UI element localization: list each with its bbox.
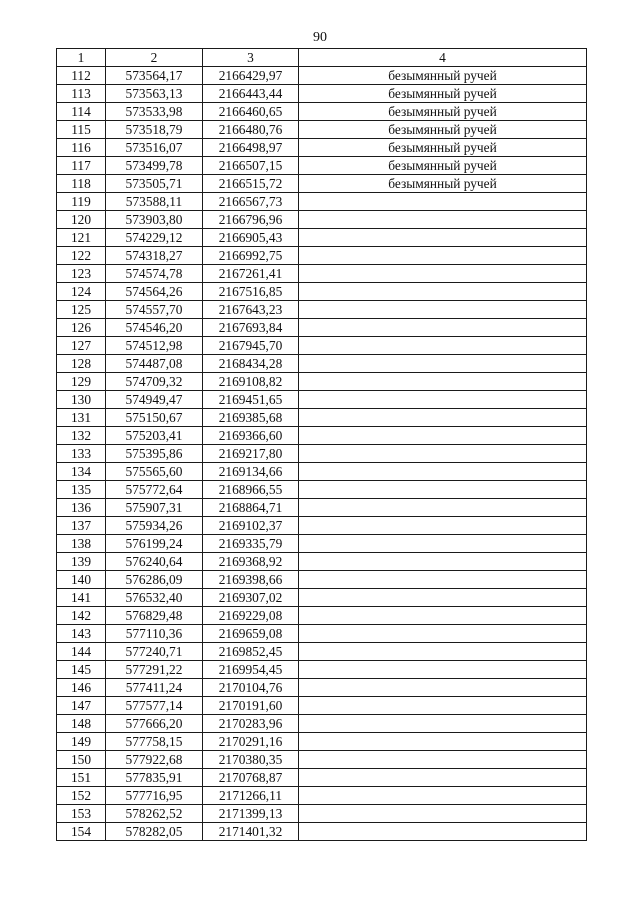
point-number-cell: 124: [57, 283, 106, 301]
header-row: [57, 49, 587, 67]
y-coordinate-cell: 2170380,35: [203, 751, 299, 769]
x-coordinate-cell: 575395,86: [106, 445, 203, 463]
description-cell: [299, 733, 587, 751]
x-coordinate-cell: 574487,08: [106, 355, 203, 373]
description-cell: [299, 661, 587, 679]
point-number-cell: 140: [57, 571, 106, 589]
x-coordinate-cell: 574949,47: [106, 391, 203, 409]
description-cell: [299, 337, 587, 355]
y-coordinate-cell: 2167693,84: [203, 319, 299, 337]
description-cell: безымянный ручей: [299, 157, 587, 175]
description-cell: [299, 193, 587, 211]
y-coordinate-cell: 2170191,60: [203, 697, 299, 715]
table-row: [57, 103, 587, 121]
x-coordinate-cell: 578262,52: [106, 805, 203, 823]
x-coordinate-cell: 577411,24: [106, 679, 203, 697]
y-coordinate-cell: 2166515,72: [203, 175, 299, 193]
point-number-cell: 133: [57, 445, 106, 463]
y-coordinate-cell: 2166443,44: [203, 85, 299, 103]
description-cell: безымянный ручей: [299, 121, 587, 139]
x-coordinate-cell: 577291,22: [106, 661, 203, 679]
description-cell: [299, 769, 587, 787]
point-number-cell: 117: [57, 157, 106, 175]
table-row: [57, 85, 587, 103]
x-coordinate-cell: 574512,98: [106, 337, 203, 355]
description-cell: безымянный ручей: [299, 139, 587, 157]
x-coordinate-cell: 573533,98: [106, 103, 203, 121]
description-cell: [299, 319, 587, 337]
description-cell: [299, 643, 587, 661]
point-number-cell: 153: [57, 805, 106, 823]
table-row: [57, 643, 587, 661]
point-number-cell: 116: [57, 139, 106, 157]
point-number-cell: 122: [57, 247, 106, 265]
y-coordinate-cell: 2170291,16: [203, 733, 299, 751]
point-number-cell: 121: [57, 229, 106, 247]
y-coordinate-cell: 2169451,65: [203, 391, 299, 409]
table-row: [57, 301, 587, 319]
table-row: [57, 661, 587, 679]
description-cell: [299, 517, 587, 535]
description-cell: [299, 355, 587, 373]
table-row: [57, 121, 587, 139]
description-cell: [299, 265, 587, 283]
point-number-cell: 146: [57, 679, 106, 697]
point-number-cell: 128: [57, 355, 106, 373]
table-row: [57, 229, 587, 247]
table-row: [57, 751, 587, 769]
header-col-4: 4: [299, 49, 587, 67]
table-row: [57, 769, 587, 787]
table-row: [57, 373, 587, 391]
description-cell: [299, 445, 587, 463]
table-row: [57, 157, 587, 175]
table-header: [57, 49, 587, 67]
table-row: [57, 481, 587, 499]
y-coordinate-cell: 2170283,96: [203, 715, 299, 733]
x-coordinate-cell: 573516,07: [106, 139, 203, 157]
y-coordinate-cell: 2167261,41: [203, 265, 299, 283]
x-coordinate-cell: 574709,32: [106, 373, 203, 391]
description-cell: [299, 607, 587, 625]
x-coordinate-cell: 574229,12: [106, 229, 203, 247]
x-coordinate-cell: 573563,13: [106, 85, 203, 103]
point-number-cell: 119: [57, 193, 106, 211]
y-coordinate-cell: 2167516,85: [203, 283, 299, 301]
description-cell: [299, 679, 587, 697]
y-coordinate-cell: 2166796,96: [203, 211, 299, 229]
table-row: [57, 499, 587, 517]
point-number-cell: 134: [57, 463, 106, 481]
y-coordinate-cell: 2169385,68: [203, 409, 299, 427]
table-row: [57, 391, 587, 409]
y-coordinate-cell: 2169108,82: [203, 373, 299, 391]
table-row: [57, 337, 587, 355]
x-coordinate-cell: 577922,68: [106, 751, 203, 769]
x-coordinate-cell: 575907,31: [106, 499, 203, 517]
description-cell: [299, 553, 587, 571]
point-number-cell: 118: [57, 175, 106, 193]
point-number-cell: 139: [57, 553, 106, 571]
y-coordinate-cell: 2168864,71: [203, 499, 299, 517]
description-cell: безымянный ручей: [299, 103, 587, 121]
y-coordinate-cell: 2166460,65: [203, 103, 299, 121]
table-row: [57, 715, 587, 733]
table-row: [57, 697, 587, 715]
x-coordinate-cell: 577577,14: [106, 697, 203, 715]
description-cell: [299, 283, 587, 301]
x-coordinate-cell: 577716,95: [106, 787, 203, 805]
table-row: [57, 409, 587, 427]
x-coordinate-cell: 575203,41: [106, 427, 203, 445]
point-number-cell: 137: [57, 517, 106, 535]
point-number-cell: 136: [57, 499, 106, 517]
description-cell: [299, 373, 587, 391]
description-cell: [299, 697, 587, 715]
description-cell: [299, 301, 587, 319]
point-number-cell: 151: [57, 769, 106, 787]
table-row: [57, 571, 587, 589]
x-coordinate-cell: 575150,67: [106, 409, 203, 427]
table-row: [57, 589, 587, 607]
x-coordinate-cell: 574564,26: [106, 283, 203, 301]
point-number-cell: 123: [57, 265, 106, 283]
x-coordinate-cell: 576532,40: [106, 589, 203, 607]
coordinates-table: [56, 48, 587, 841]
table-row: [57, 211, 587, 229]
point-number-cell: 154: [57, 823, 106, 841]
y-coordinate-cell: 2166498,97: [203, 139, 299, 157]
x-coordinate-cell: 573588,11: [106, 193, 203, 211]
point-number-cell: 112: [57, 67, 106, 85]
point-number-cell: 150: [57, 751, 106, 769]
point-number-cell: 142: [57, 607, 106, 625]
description-cell: [299, 751, 587, 769]
x-coordinate-cell: 576286,09: [106, 571, 203, 589]
y-coordinate-cell: 2169335,79: [203, 535, 299, 553]
table-row: [57, 265, 587, 283]
y-coordinate-cell: 2171399,13: [203, 805, 299, 823]
description-cell: [299, 823, 587, 841]
y-coordinate-cell: 2171266,11: [203, 787, 299, 805]
y-coordinate-cell: 2169852,45: [203, 643, 299, 661]
y-coordinate-cell: 2167643,23: [203, 301, 299, 319]
description-cell: [299, 715, 587, 733]
description-cell: [299, 463, 587, 481]
header-col-2: 2: [106, 49, 203, 67]
table-row: [57, 733, 587, 751]
table-row: [57, 463, 587, 481]
table-row: [57, 427, 587, 445]
point-number-cell: 149: [57, 733, 106, 751]
x-coordinate-cell: 575934,26: [106, 517, 203, 535]
description-cell: [299, 391, 587, 409]
y-coordinate-cell: 2166429,97: [203, 67, 299, 85]
y-coordinate-cell: 2170104,76: [203, 679, 299, 697]
table-row: [57, 787, 587, 805]
x-coordinate-cell: 577758,15: [106, 733, 203, 751]
point-number-cell: 131: [57, 409, 106, 427]
y-coordinate-cell: 2166507,15: [203, 157, 299, 175]
y-coordinate-cell: 2169307,02: [203, 589, 299, 607]
point-number-cell: 130: [57, 391, 106, 409]
description-cell: [299, 571, 587, 589]
y-coordinate-cell: 2166905,43: [203, 229, 299, 247]
x-coordinate-cell: 574557,70: [106, 301, 203, 319]
description-cell: [299, 535, 587, 553]
x-coordinate-cell: 574546,20: [106, 319, 203, 337]
description-cell: [299, 409, 587, 427]
table-row: [57, 517, 587, 535]
x-coordinate-cell: 573518,79: [106, 121, 203, 139]
description-cell: [299, 247, 587, 265]
table-row: [57, 823, 587, 841]
y-coordinate-cell: 2169102,37: [203, 517, 299, 535]
x-coordinate-cell: 577835,91: [106, 769, 203, 787]
x-coordinate-cell: 573505,71: [106, 175, 203, 193]
description-cell: [299, 805, 587, 823]
table-row: [57, 535, 587, 553]
table-row: [57, 247, 587, 265]
x-coordinate-cell: 573564,17: [106, 67, 203, 85]
description-cell: [299, 481, 587, 499]
x-coordinate-cell: 573499,78: [106, 157, 203, 175]
point-number-cell: 144: [57, 643, 106, 661]
y-coordinate-cell: 2169398,66: [203, 571, 299, 589]
description-cell: [299, 427, 587, 445]
y-coordinate-cell: 2169366,60: [203, 427, 299, 445]
point-number-cell: 125: [57, 301, 106, 319]
table-row: [57, 679, 587, 697]
point-number-cell: 127: [57, 337, 106, 355]
description-cell: [299, 589, 587, 607]
point-number-cell: 143: [57, 625, 106, 643]
point-number-cell: 129: [57, 373, 106, 391]
table-body: [57, 67, 587, 841]
table-row: [57, 175, 587, 193]
x-coordinate-cell: 576199,24: [106, 535, 203, 553]
table-row: [57, 445, 587, 463]
table-row: [57, 355, 587, 373]
point-number-cell: 152: [57, 787, 106, 805]
point-number-cell: 120: [57, 211, 106, 229]
point-number-cell: 113: [57, 85, 106, 103]
x-coordinate-cell: 575565,60: [106, 463, 203, 481]
header-col-1: 1: [57, 49, 106, 67]
page-number: 90: [313, 30, 327, 45]
point-number-cell: 132: [57, 427, 106, 445]
y-coordinate-cell: 2168966,55: [203, 481, 299, 499]
table-row: [57, 283, 587, 301]
y-coordinate-cell: 2171401,32: [203, 823, 299, 841]
x-coordinate-cell: 575772,64: [106, 481, 203, 499]
table-row: [57, 625, 587, 643]
description-cell: [299, 499, 587, 517]
table-row: [57, 553, 587, 571]
y-coordinate-cell: 2169659,08: [203, 625, 299, 643]
description-cell: [299, 211, 587, 229]
table-row: [57, 67, 587, 85]
x-coordinate-cell: 577666,20: [106, 715, 203, 733]
point-number-cell: 114: [57, 103, 106, 121]
x-coordinate-cell: 577240,71: [106, 643, 203, 661]
y-coordinate-cell: 2169134,66: [203, 463, 299, 481]
x-coordinate-cell: 578282,05: [106, 823, 203, 841]
y-coordinate-cell: 2166480,76: [203, 121, 299, 139]
y-coordinate-cell: 2167945,70: [203, 337, 299, 355]
point-number-cell: 135: [57, 481, 106, 499]
point-number-cell: 141: [57, 589, 106, 607]
x-coordinate-cell: 576829,48: [106, 607, 203, 625]
x-coordinate-cell: 574574,78: [106, 265, 203, 283]
y-coordinate-cell: 2170768,87: [203, 769, 299, 787]
header-col-3: 3: [203, 49, 299, 67]
description-cell: [299, 625, 587, 643]
point-number-cell: 148: [57, 715, 106, 733]
y-coordinate-cell: 2169229,08: [203, 607, 299, 625]
description-cell: безымянный ручей: [299, 85, 587, 103]
x-coordinate-cell: 574318,27: [106, 247, 203, 265]
point-number-cell: 145: [57, 661, 106, 679]
y-coordinate-cell: 2168434,28: [203, 355, 299, 373]
x-coordinate-cell: 577110,36: [106, 625, 203, 643]
point-number-cell: 147: [57, 697, 106, 715]
x-coordinate-cell: 573903,80: [106, 211, 203, 229]
x-coordinate-cell: 576240,64: [106, 553, 203, 571]
description-cell: [299, 229, 587, 247]
point-number-cell: 115: [57, 121, 106, 139]
y-coordinate-cell: 2169217,80: [203, 445, 299, 463]
table-row: [57, 805, 587, 823]
table-row: [57, 607, 587, 625]
point-number-cell: 126: [57, 319, 106, 337]
y-coordinate-cell: 2166567,73: [203, 193, 299, 211]
y-coordinate-cell: 2169954,45: [203, 661, 299, 679]
description-cell: [299, 787, 587, 805]
table-row: [57, 139, 587, 157]
table-row: [57, 193, 587, 211]
y-coordinate-cell: 2166992,75: [203, 247, 299, 265]
point-number-cell: 138: [57, 535, 106, 553]
y-coordinate-cell: 2169368,92: [203, 553, 299, 571]
description-cell: безымянный ручей: [299, 175, 587, 193]
description-cell: безымянный ручей: [299, 67, 587, 85]
table-row: [57, 319, 587, 337]
